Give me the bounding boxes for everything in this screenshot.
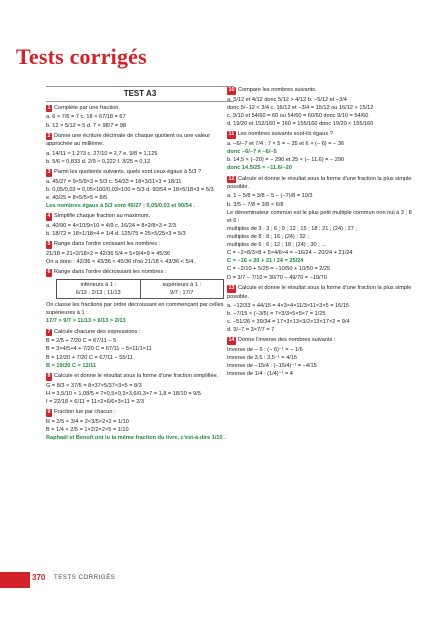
exercise-4 bbox=[46, 212, 234, 221]
exercise-14 bbox=[227, 336, 417, 345]
section-heading: TEST A3 bbox=[46, 86, 234, 102]
exercise-2 bbox=[46, 132, 234, 149]
answer-line: multiples de 6 : 6 ; 12 ; 18 ; (24) ; 30 ; ... bbox=[227, 242, 326, 249]
answer-line: a. 6 × 7/6 = 7 c. 18 × 67/18 = 67 bbox=[46, 114, 126, 121]
answer-line: Inverse de −15/4 : (−15/4)⁻¹ = −4/15 bbox=[227, 363, 317, 370]
answer-line: b. 12 × 5/12 = 5 d. 7 × 98/7 = 98 bbox=[46, 122, 126, 129]
answer-line: B = 12/20 + 7/20 C = 67/11 − 55/11 bbox=[46, 354, 133, 361]
answer-line: c. 9/10 et 54/60 = 60 ou 54/60 = 60/60 donc 9/10 = 54/60 bbox=[227, 113, 369, 120]
answer-line: donc −6/−7 ≠ −6/−5 bbox=[227, 149, 277, 156]
answer-line: b. 0,05/0,03 = 0,05×100/0,03×100 = 5/3 d. 90/54 = 18×5/18×3 = 5/3 bbox=[46, 186, 214, 193]
exercise-number: 12 bbox=[228, 175, 235, 182]
answer-line: a. 40/90 = 4×10/9×10 = 4/9 c. 16/24 = 8×2/8×3 = 2/3 bbox=[46, 222, 177, 229]
answer-line: a. 14/11 ≈ 1,273 c. 27/10 = 2,7 e. 9/8 = 1,125 bbox=[46, 150, 158, 157]
exercise-number: 4 bbox=[47, 213, 51, 220]
answer-line: B = 3×4/5×4 + 7/20 C = 67/11 − 5×11/1×11 bbox=[46, 346, 152, 353]
answer-line: H = 3,5/10 × 1,08/5 = 7×0,5×0,3×3,6/0,3×7 = 1,8 = 18/10 = 9/5 bbox=[46, 390, 201, 397]
answer-line: a. 1 − 5/8 = 3/8 − 5 − (−7)/8 = 10/3 bbox=[227, 193, 313, 200]
answer-line: G = 8/3 × 37/5 = 8×37×5/37×3×5 = 8/3 bbox=[46, 382, 142, 389]
answer-line: multiples de 3 : 3 ; 6 ; 9 ; 12 ; 15 ; 18 ; 21 ; (24) ; 27 ; bbox=[227, 225, 357, 232]
table-value: 9/7 ; 17/7 bbox=[170, 290, 194, 297]
exercise-number: 2 bbox=[47, 132, 51, 139]
answer-line: R = 2/5 × 3/4 = 2×3/5×2×2 = 1/10 bbox=[46, 418, 129, 425]
exercise-3 bbox=[46, 168, 234, 177]
answer-line: d. 19/20 et 152/160 = 160 = 155/160 donc 19/20 < 155/160 bbox=[227, 121, 374, 128]
exercise-1 bbox=[46, 104, 234, 113]
exercise-question: Calcule et donne le résultat sous la forme d'une fraction la plus simple possible. bbox=[227, 284, 412, 300]
answer-line: donc 5/−12 < 3/4 c. 16/12 et −3/4 = 15/12 ou 16/12 > 15/12 bbox=[227, 104, 374, 111]
table-header: inférieurs à 1 : bbox=[80, 281, 116, 288]
answer-line: I = 22/18 × 6/11 = 11×2×6/6×3×11 = 2/3 bbox=[46, 398, 144, 405]
exercise-7 bbox=[46, 328, 234, 337]
answer-line: C = −2×8/3×8 + 5×4/6×4 = −16/24 − 20/24 + 21/24 bbox=[227, 250, 353, 257]
table-header: supérieurs à 1 : bbox=[162, 281, 202, 288]
exercise-question: Les nombres suivants sont-ils égaux ? bbox=[237, 131, 333, 138]
answer-line: Inverse de 3,5 : 3,5⁻¹ = 4/15 bbox=[227, 354, 297, 361]
exercise-number: 14 bbox=[228, 337, 235, 344]
answer-line: B = 1/4 × 2/5 = 1×2/2×2×5 = 1/10 bbox=[46, 426, 129, 433]
left-column bbox=[46, 86, 234, 442]
exercise-text: On classe les fractions par ordre décroissant en commençant par celles supérieures à 1 : bbox=[46, 302, 224, 317]
exercise-number: 6 bbox=[47, 269, 51, 276]
answer-line: d. 3/−7 = 3×7/7 = 7 bbox=[227, 326, 275, 333]
exercise-question: Calcule et donne le résultat sous la forme d'une fraction simplifiée. bbox=[54, 372, 219, 379]
answer-line: b. −7/15 × (−3/5) = 7×3/3×5×5×7 = 1/25 bbox=[227, 310, 326, 317]
answer-line: C = −2/10 + 5/25 = −10/50 + 10/50 = 2/25 bbox=[227, 266, 331, 273]
exercise-5 bbox=[46, 240, 234, 249]
answer-line: e. 40/25 = 8×5/5×5 = 8/5 bbox=[46, 194, 108, 201]
answer-line: B = 19/20 C = 12/11 bbox=[46, 362, 97, 369]
exercise-6 bbox=[46, 268, 234, 277]
exercise-number: 5 bbox=[47, 241, 51, 248]
table-cell-above-one bbox=[140, 280, 224, 298]
exercise-question: Calcule et donne le résultat sous la forme d'une fraction la plus simple possible. bbox=[227, 175, 412, 191]
exercise-11 bbox=[227, 130, 417, 139]
exercise-9 bbox=[46, 408, 234, 417]
answer-line: Inverse de 1/4 : (1/4)⁻¹ = 4 bbox=[227, 371, 293, 378]
footer-bar bbox=[0, 572, 30, 588]
exercise-question: Donne une écriture décimale de chaque quotient ou une valeur approchée au millième. bbox=[46, 132, 211, 148]
exercise-question: Parmi les quotients suivants, quels sont ceux égaux à 5/3 ? bbox=[54, 168, 202, 175]
right-column bbox=[227, 84, 417, 378]
answer-line: c. −51/26 × 39/34 = 17×3×13×3/2×13×17×2 = 9/4 bbox=[227, 318, 350, 325]
exercise-question: Simplifie chaque fraction au maximum. bbox=[54, 213, 151, 220]
exercise-conclusion: Les nombres égaux à 5/3 sont 45/27 ; 0,05/0,03 et 90/54 . bbox=[46, 202, 195, 209]
exercise-10 bbox=[227, 86, 417, 95]
exercise-question: Complète par une fraction. bbox=[54, 104, 120, 111]
footer-label: TESTS CORRIGÉS bbox=[54, 575, 116, 581]
answer-line: multiples de 8 : 8 ; 16 ; (24) ; 32 ; bbox=[227, 234, 309, 241]
exercise-number: 7 bbox=[47, 328, 51, 335]
exercise-question: Donne l'inverse des nombres suivants : bbox=[238, 337, 336, 344]
answer-line: b. 18/72 = 18×1/18×4 = 1/4 d. 125/75 = 25×5/25×3 = 5/3 bbox=[46, 231, 186, 237]
exercise-number: 9 bbox=[47, 408, 51, 415]
exercise-number: 11 bbox=[228, 131, 235, 138]
exercise-conclusion: Raphaël et Benoît ont lu la même fraction du livre, c'est-à-dire 1/10 . bbox=[46, 435, 226, 441]
answer-line: On a donc : 42/36 < 43/36 < 45/36 d'où 21/18 < 43/36 < 5/4 . bbox=[46, 259, 197, 266]
exercise-number: 8 bbox=[47, 372, 51, 379]
answer-line: 21/18 = 21×2/18×2 = 42/36 5/4 = 5×9/4×9 = 45/36 bbox=[46, 250, 171, 257]
exercise-12 bbox=[227, 175, 417, 192]
comparison-table bbox=[56, 279, 224, 299]
exercise-question: Calcule chacune des expressions : bbox=[54, 328, 141, 335]
page-title: Tests corrigés bbox=[16, 44, 147, 69]
exercise-question: Compare les nombres suivants. bbox=[238, 87, 317, 93]
answer-line: a. 5/12 et 4/12 donc 5/12 > 4/12 b. −5/12 et −3/4 bbox=[227, 96, 347, 103]
exercise-question: Range dans l'ordre décroissant les nombres : bbox=[54, 269, 167, 276]
page-number: 370 bbox=[32, 573, 46, 582]
answer-line: D = 3/7 − 7/10 = 30/70 − 49/70 = −19/70 bbox=[227, 274, 327, 281]
exercise-8 bbox=[46, 372, 234, 381]
answer-line: donc 14,5/25 = −11,6/−20 bbox=[227, 165, 292, 172]
exercise-number: 3 bbox=[47, 168, 51, 175]
exercise-number: 13 bbox=[228, 284, 235, 291]
answer-line: a. 45/27 = 9×5/9×3 = 5/3 c. 54/33 = 18×3/11×3 = 18/11 bbox=[46, 178, 182, 185]
exercise-question: Range dans l'ordre croissant les nombres : bbox=[54, 241, 161, 248]
answer-line: b. 3/5 − 7/8 = 3/8 × 6/8 bbox=[227, 201, 284, 208]
answer-line: Inverse de − 6 : (− 6)⁻¹ = − 1/6 bbox=[227, 346, 303, 353]
answer-line: C = −16 + 20 + 21 / 24 = 25/24 bbox=[227, 258, 304, 265]
exercise-number: 10 bbox=[228, 87, 235, 93]
table-cell-below-one bbox=[57, 280, 140, 298]
answer-text: Le dénominateur commun est le plus petit multiple commun non nul à 3 ; 8 et 6 : bbox=[227, 209, 412, 224]
exercise-13 bbox=[227, 284, 417, 301]
table-value: 6/13 ; 2/13 ; 11/13 bbox=[75, 290, 121, 297]
exercise-number: 1 bbox=[47, 104, 51, 111]
answer-line: a. −12/33 × 44/15 = 4×3×4×11/3×11×3×5 = 16/15 bbox=[227, 302, 350, 309]
answer-line: B = 2/5 + 7/20 C = 67/11 − 5 bbox=[46, 338, 117, 345]
answer-line: b. 14,5 × (−20) = − 290 et 25 × (− 11,6) = − 290 bbox=[227, 157, 345, 164]
exercise-question: Fraction lue par chacun : bbox=[54, 408, 116, 415]
exercise-conclusion: 17/7 > 9/7 > 11/13 > 6/13 > 2/13 bbox=[46, 318, 126, 325]
answer-line: b. 5/6 ≈ 0,833 d. 2/9 ≈ 0,222 f. 3/25 = 0,12 bbox=[46, 158, 151, 165]
answer-line: a. −6/−7 et 7/4 : 7 × 5 = − 35 et 6 × (− 6) = − 36 bbox=[227, 141, 345, 148]
